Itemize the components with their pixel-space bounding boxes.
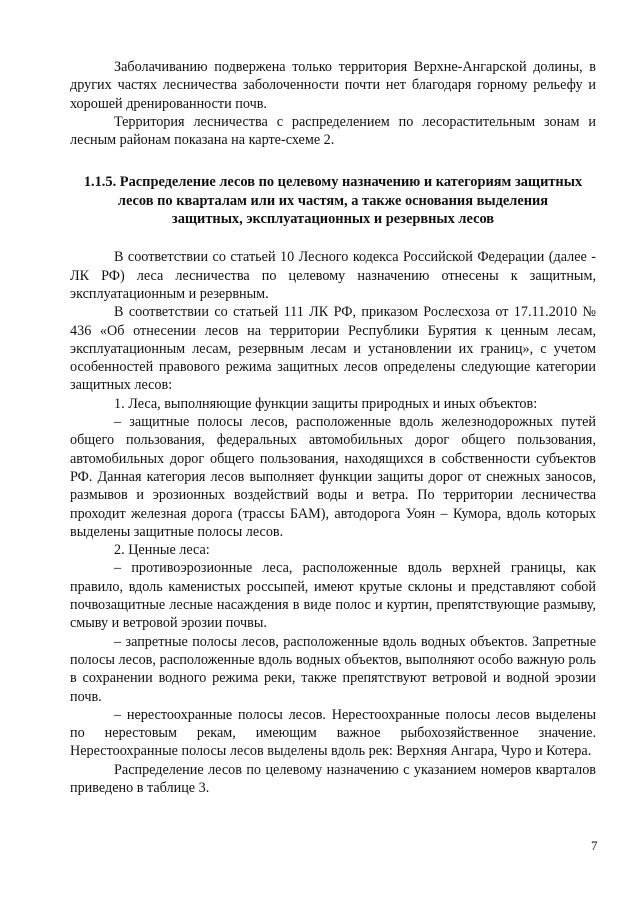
body-paragraph-table-reference: Распределение лесов по целевому назначению с указанием номеров кварталов приведено в таблице 3. — [70, 761, 596, 796]
body-paragraph-road-protection-strips: – защитные полосы лесов, расположенные вдоль железнодорожных путей общего пользования, федеральных автомобильных дорог общего пользования, автомобильных дорог общего пользования, находящихся в собственности субъектов РФ. Данная категория лесов выполняет функции защиты дорог от снежных заносов, размывов и эрозионных воздействий воды и ветра. По территории лесничества проходит железная дорога (трассы БАМ), автодорога Уоян – Кумора, вдоль которых выделены защитные полосы лесов. — [70, 414, 596, 540]
section-heading: 1.1.5. Распределение лесов по целевому назначению и категориям защитных лесов по кварталам или их частям, а также основания выделения защитных, эксплуатационных и резервных лесов — [83, 174, 583, 228]
page-number: 7 — [591, 838, 598, 853]
body-paragraph-anti-erosion-forests: – противоэрозионные леса, расположенные вдоль верхней границы, как правило, вдоль каменистых россыпей, имеют крутые склоны и представляют собой почвозащитные лесные насаждения в виде полос и куртин, препятствующие размыву, смыву и ветровой эрозии почвы. — [70, 560, 596, 632]
body-paragraph-restricted-strips: – запретные полосы лесов, расположенные вдоль водных объектов. Запретные полосы лесов, расположенные вдоль водных объектов, выполняют особо важную роль в сохранении водного режима реки, также препятствуют ветровой и водной эрозии почв. — [70, 633, 596, 705]
intro-paragraph-swamping: Заболачиванию подвержена только территория Верхне-Ангарской долины, в других частях лесничества заболоченности почти нет благодаря горному рельефу и хорошей дренированности почв. — [70, 59, 596, 112]
body-paragraph-forest-code: В соответствии со статьей 10 Лесного кодекса Российской Федерации (далее - ЛК РФ) леса лесничества по целевому назначению отнесены к защитным, эксплуатационным и резервным. — [70, 249, 596, 302]
body-paragraph-article-111: В соответствии со статьей 111 ЛК РФ, приказом Рослесхоза от 17.11.2010 № 436 «Об отнесении лесов на территории Республики Бурятия к ценным лесам, эксплуатационным лесам, резервным лесам и установлении их границ», с учетом особенностей правового режима защитных лесов определены следующие категории защитных лесов: — [70, 304, 596, 394]
category-heading-valuable-forests: 2. Ценные леса: — [114, 542, 210, 559]
body-paragraph-spawning-protection-strips: – нерестоохранные полосы лесов. Нерестоохранные полосы лесов выделены по нерестовым рекам, имеющим важное рыбохозяйственное значение. Нерестоохранные полосы лесов выделены вдоль рек: Верхняя Ангара, Чуро и Котера. — [70, 706, 596, 760]
category-heading-protective-functions: 1. Леса, выполняющие функции защиты природных и иных объектов: — [114, 395, 538, 412]
intro-paragraph-map-reference: Территория лесничества с распределением по лесорастительным зонам и лесным районам показана на карте-схеме 2. — [70, 113, 596, 149]
